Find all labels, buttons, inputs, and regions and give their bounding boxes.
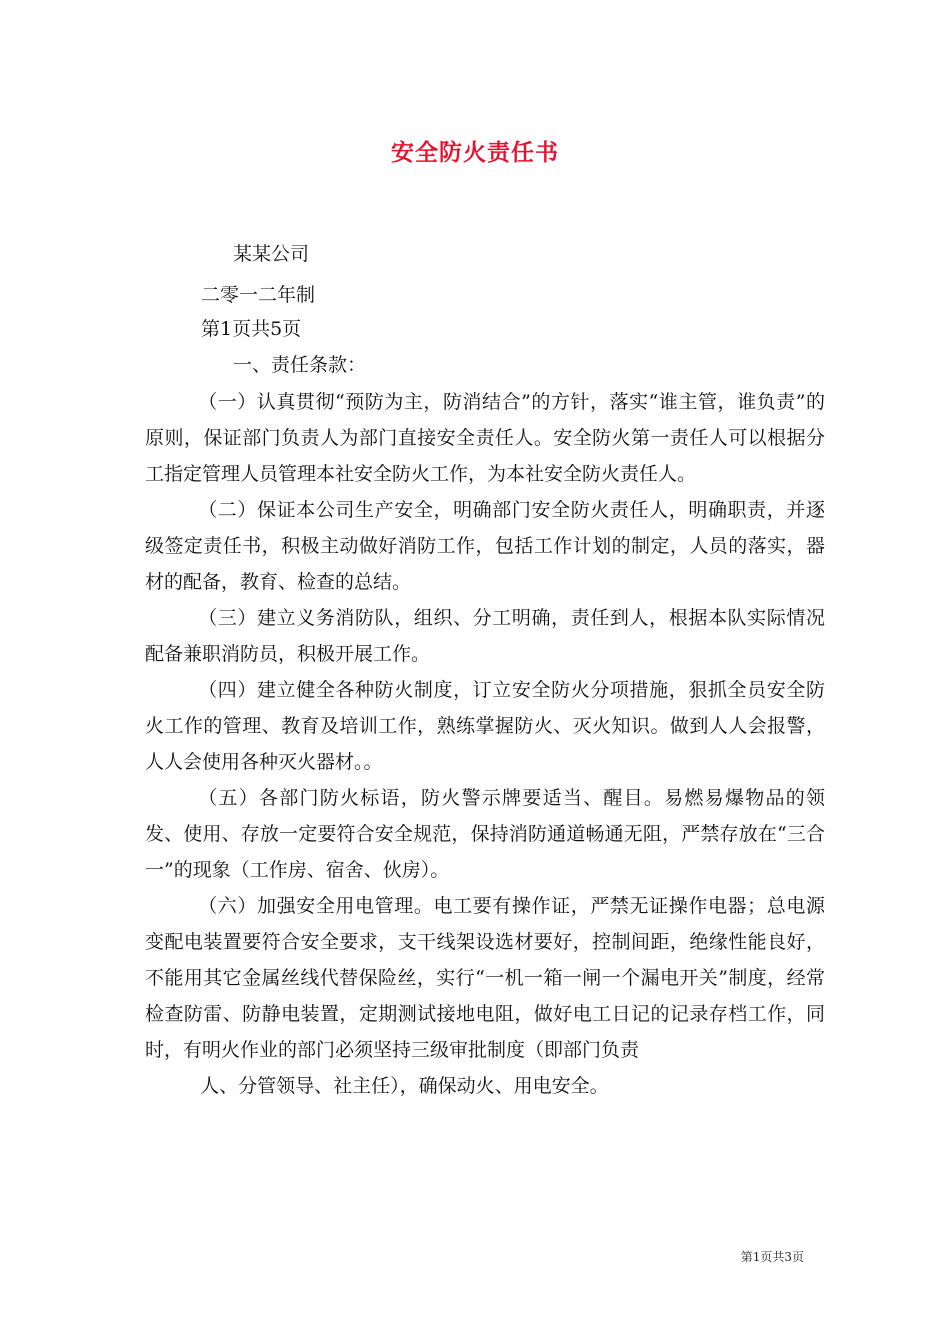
clause-6-continuation: 人、分管领导、社主任），确保动火、用电安全。: [200, 1075, 609, 1097]
document-title: 安全防火责任书: [391, 139, 559, 166]
clause-2: （二）保证本公司生产安全，明确部门安全防火责任人，明确职责，并逐级签定责任书，积极主动做好消防工作，包括工作计划的制定，人员的落实，器材的配备，教育、检查的总结。: [145, 499, 825, 593]
page-info: 第1页共5页: [201, 318, 302, 340]
document-body: [145, 384, 825, 1104]
clause-3: （三）建立义务消防队，组织、分工明确，责任到人，根据本队实际情况配备兼职消防员，积极开展工作。: [145, 607, 825, 665]
clause-4: （四）建立健全各种防火制度，订立安全防火分项措施，狠抓全员安全防火工作的管理、教育及培训工作，熟练掌握防火、灭火知识。做到人人会报警，人人会使用各种灭火器材。。: [145, 679, 825, 773]
company-name: 某某公司: [233, 243, 310, 265]
clause-6: （六）加强安全用电管理。电工要有操作证，严禁无证操作电器；总电源变配电装置要符合安全要求，支干线架设选材要好，控制间距，绝缘性能良好，不能用其它金属丝线代替保险丝，实行“一机一箱一闸一个漏电开关”制度，经常检查防雷、防静电装置，定期测试接地电阻，做好电工日记的记录存档工作，同时，有明火作业的部门必须坚持三级审批制度（即部门负责: [145, 895, 825, 1061]
clause-5: （五）各部门防火标语，防火警示牌要适当、醒目。易燃易爆物品的领发、使用、存放一定要符合安全规范，保持消防通道畅通无阻，严禁存放在“三合一”的现象（工作房、宿舍、伙房）。: [145, 787, 825, 881]
page-footer: 第1页共3页: [740, 1250, 804, 1264]
clause-1: （一）认真贯彻“预防为主，防消结合”的方针，落实“谁主管，谁负责”的原则，保证部门负责人为部门直接安全责任人。安全防火第一责任人可以根据分工指定管理人员管理本社安全防火工作，为本社安全防火责任人。: [145, 391, 825, 485]
section-heading: 一、责任条款：: [233, 354, 367, 376]
document-year: 二零一二年制: [201, 284, 316, 306]
